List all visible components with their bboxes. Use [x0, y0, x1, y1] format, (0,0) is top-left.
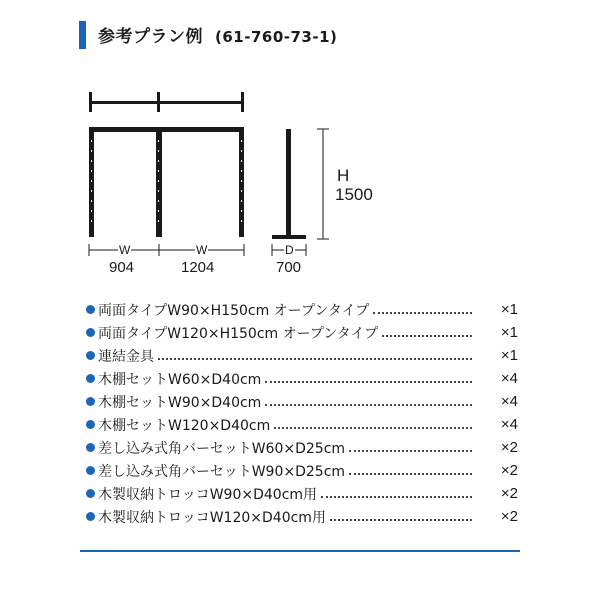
item-name: 木棚セットW60×D40cm [98, 371, 262, 388]
dotted-leader [321, 496, 472, 498]
item-quantity: ×4 [500, 370, 518, 387]
item-quantity: ×2 [500, 439, 518, 456]
bullet-icon [86, 351, 95, 360]
item-name: 木棚セットW120×D40cm [98, 417, 271, 434]
bullet-icon [86, 328, 95, 337]
item-quantity: ×2 [500, 485, 518, 502]
depth-value: 700 [276, 259, 302, 276]
list-item [86, 321, 518, 344]
item-quantity: ×2 [500, 462, 518, 479]
top-view [89, 92, 244, 112]
width-value-1: 904 [109, 259, 135, 276]
dotted-leader [158, 358, 472, 360]
width-label-1: W [119, 243, 131, 257]
bullet-icon [86, 374, 95, 383]
bottom-divider [80, 550, 520, 552]
item-name: 木製収納トロッコW120×D40cm用 [98, 509, 326, 526]
width-label-2: W [196, 243, 208, 257]
dotted-leader [330, 519, 472, 521]
list-item [86, 390, 518, 413]
list-item [86, 505, 518, 528]
dotted-leader [349, 473, 472, 475]
bullet-icon [86, 397, 95, 406]
bullet-icon [86, 305, 95, 314]
bullet-icon [86, 489, 95, 498]
dotted-leader [265, 404, 472, 406]
list-item [86, 413, 518, 436]
front-view [89, 127, 244, 256]
item-quantity: ×1 [500, 324, 518, 341]
list-item [86, 482, 518, 505]
item-name: 連結金具 [98, 348, 154, 365]
item-quantity: ×4 [500, 416, 518, 433]
bullet-icon [86, 512, 95, 521]
height-value: 1500 [335, 184, 373, 204]
item-name: 両面タイプW120×H150cm オープンタイプ [98, 325, 379, 342]
item-quantity: ×4 [500, 393, 518, 410]
item-name: 木製収納トロッコW90×D40cm用 [98, 486, 318, 503]
item-quantity: ×2 [500, 508, 518, 525]
plan-title: 参考プラン例 [98, 27, 203, 47]
item-quantity: ×1 [500, 301, 518, 318]
list-item [86, 298, 518, 321]
item-name: 差し込み式角バーセットW90×D25cm [98, 463, 346, 480]
width-value-2: 1204 [181, 259, 215, 276]
item-name: 両面タイプW90×H150cm オープンタイプ [98, 302, 370, 319]
item-name: 差し込み式角バーセットW60×D25cm [98, 440, 346, 457]
dotted-leader [349, 450, 472, 452]
list-item [86, 367, 518, 390]
bullet-icon [86, 420, 95, 429]
height-letter: H [337, 166, 350, 185]
product-code: (61-760-73-1) [215, 28, 338, 46]
depth-label: D [285, 243, 294, 257]
dotted-leader [274, 427, 472, 429]
parts-list [86, 298, 518, 528]
side-view [272, 129, 329, 256]
dotted-leader [373, 312, 472, 314]
dotted-leader [265, 381, 472, 383]
list-item [86, 344, 518, 367]
list-item [86, 436, 518, 459]
dotted-leader [382, 335, 472, 337]
bullet-icon [86, 466, 95, 475]
bullet-icon [86, 443, 95, 452]
list-item [86, 459, 518, 482]
item-name: 木棚セットW90×D40cm [98, 394, 262, 411]
height-label [335, 167, 373, 204]
item-quantity: ×1 [500, 347, 518, 364]
